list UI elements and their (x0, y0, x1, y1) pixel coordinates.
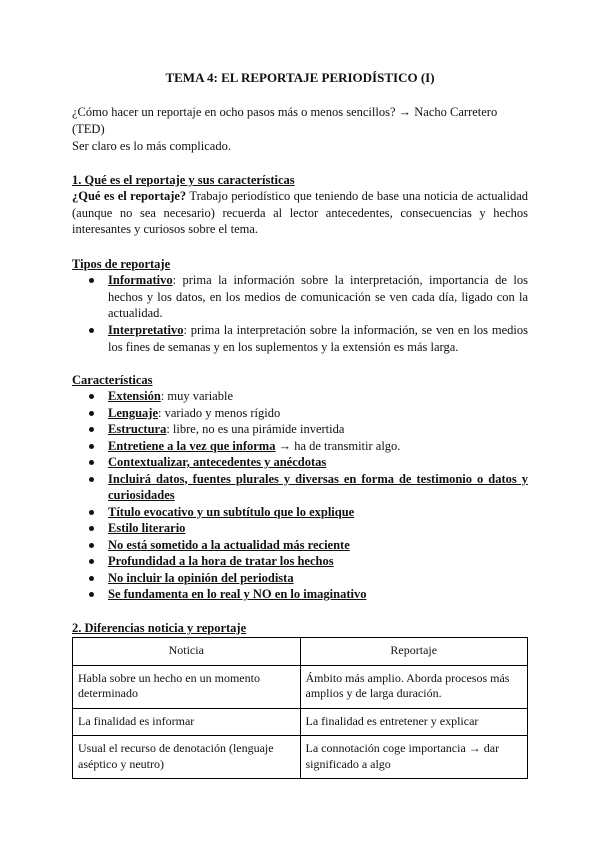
tipos-list-2 (72, 322, 528, 355)
caracteristica-term: Extensión (108, 389, 161, 403)
tipos-heading: Tipos de reportaje (72, 257, 171, 271)
list-item (72, 421, 528, 438)
tipo-term: Interpretativo (108, 323, 184, 337)
caracteristica-term: No está sometido a la actualidad más reciente (108, 537, 350, 552)
list-item (72, 388, 528, 405)
tipo-text: : prima la información sobre la interpretación, importancia de los hechos y los datos, en los medios de comunicación se ven cada día, ligado con la actualidad. (108, 273, 528, 320)
table-cell: Ámbito más amplio. Aborda procesos más amplios y de larga duración. (300, 665, 528, 708)
caracteristica-text: : muy variable (160, 389, 233, 403)
list-item (72, 471, 528, 504)
list-item (72, 504, 528, 521)
caracteristica-term: No incluir la opinión del periodista (108, 570, 294, 585)
list-item (72, 438, 528, 455)
caracteristica-term: Lenguaje (108, 405, 158, 420)
caracteristica-term: Incluirá datos, fuentes plurales y diversas en forma de testimonio o datos y curiosidades (108, 471, 528, 502)
intro-question: ¿Cómo hacer un reportaje en ocho pasos más o menos sencillos? → Nacho Carretero (TED) (72, 105, 498, 136)
table-cell: La finalidad es informar (73, 708, 301, 736)
list-item (72, 454, 528, 471)
document-title: TEMA 4: EL REPORTAJE PERIODÍSTICO (I) (165, 70, 435, 85)
table-cell: Habla sobre un hecho en un momento determinado (73, 665, 301, 708)
table-cell: Usual el recurso de denotación (lenguaje aséptico y neutro) (73, 736, 301, 779)
list-item (72, 553, 528, 570)
tipo-text: : prima la interpretación sobre la información, se ven en los medios los fines de semanas y en los suplementos y la extensión es más larga. (108, 323, 528, 354)
caracteristica-term: Título evocativo y un subtítulo que lo explique (108, 504, 355, 519)
list-item (72, 405, 528, 422)
list-item (72, 272, 528, 322)
table-cell: La connotación coge importancia → dar significado a algo (300, 736, 528, 779)
caracteristica-term: Entretiene a la vez que informa (108, 438, 276, 453)
caracteristica-term: Estructura (108, 422, 167, 436)
definition-term: ¿Qué es el reportaje? (72, 189, 187, 203)
caracteristica-term: Se fundamenta en lo real y NO en lo imaginativo (108, 587, 367, 601)
section1-heading: 1. Qué es el reportaje y sus características (72, 173, 295, 187)
table-row (73, 665, 528, 708)
caracteristica-text: : libre, no es una pirámide invertida (166, 422, 345, 436)
table-row (73, 708, 528, 736)
definition-text: Trabajo periodístico que teniendo de base una noticia de actualidad (aunque no sea necesario) recuerda al lector antecedentes, consecuencias y hechos interesantes y curiosos sobre el tema. (72, 189, 528, 236)
list-item (72, 586, 528, 603)
column-header-noticia: Noticia (73, 638, 301, 666)
table-header-row (73, 638, 528, 666)
section2-heading: 2. Diferencias noticia y reportaje (72, 621, 247, 635)
column-header-reportaje: Reportaje (300, 638, 528, 666)
caracteristica-term: Estilo literario (108, 521, 186, 535)
caracteristicas-list (72, 388, 528, 603)
table-cell: La finalidad es entretener y explicar (300, 708, 528, 736)
caracteristica-term: Contextualizar, antecedentes y anécdotas (108, 455, 327, 469)
caracteristica-term: Profundidad a la hora de tratar los hechos (108, 554, 334, 568)
caracteristica-text: : variado y menos rígido (158, 405, 281, 420)
caracteristica-text: → ha de transmitir algo. (275, 438, 401, 453)
tipos-list (72, 272, 528, 322)
list-item (72, 570, 528, 587)
caracteristicas-heading: Características (72, 373, 153, 387)
tipo-term: Informativo (108, 273, 173, 287)
list-item (72, 322, 528, 355)
list-item (72, 520, 528, 537)
table-row (73, 736, 528, 779)
list-item (72, 537, 528, 554)
comparison-table (72, 637, 528, 779)
intro-note: Ser claro es lo más complicado. (72, 139, 231, 153)
definition-paragraph (72, 188, 528, 238)
